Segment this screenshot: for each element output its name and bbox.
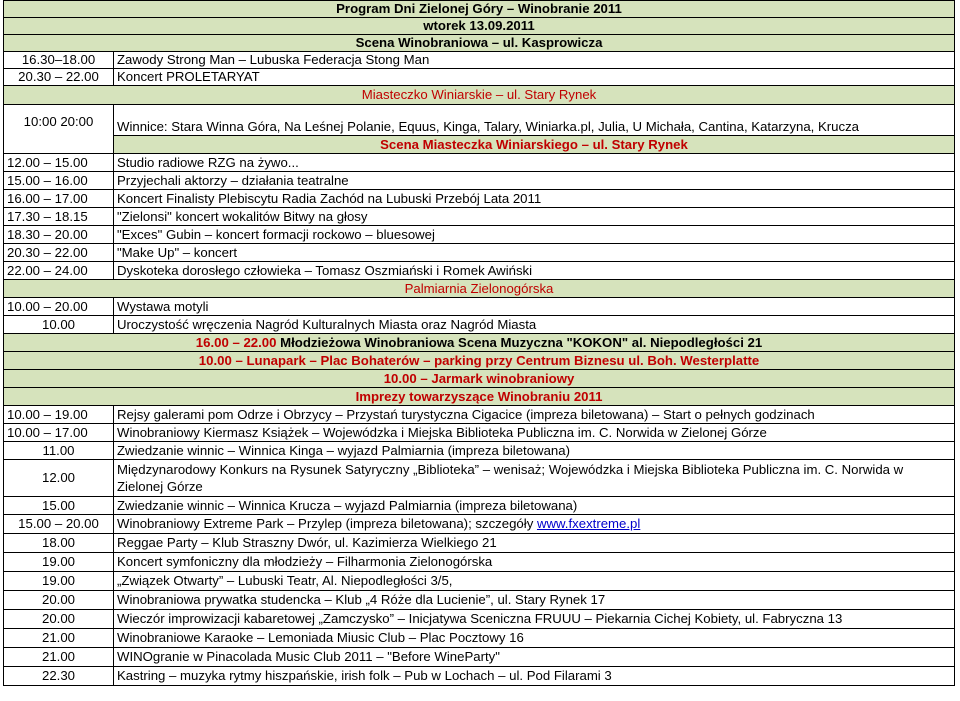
event-desc-text: Winobraniowy Extreme Park – Przylep (impreza biletowana); szczegóły <box>117 516 537 531</box>
jarmark-banner <box>4 370 955 388</box>
table-row <box>4 534 955 553</box>
wineries-time: 10:00 20:00 <box>4 105 114 154</box>
table-row <box>4 244 955 262</box>
table-row <box>4 406 955 424</box>
wineries-row <box>4 105 955 136</box>
table-row <box>4 154 955 172</box>
fxextreme-link[interactable]: www.fxextreme.pl <box>536 516 641 531</box>
event-desc: Winobraniowa prywatka studencka – Klub „4 Róże dla Lucienie”, ul. Stary Rynek 17 <box>114 591 955 610</box>
table-row <box>4 226 955 244</box>
wineries-list: Winnice: Stara Winna Góra, Na Leśnej Polanie, Equus, Kinga, Talary, Winiarka.pl, Julia, U Michała, Cantina, Katarzyna, Krucza <box>114 105 955 136</box>
event-time: 18.00 <box>4 534 114 553</box>
event-desc: Zwiedzanie winnic – Winnica Krucza – wyjazd Palmiarnia (impreza biletowana) <box>114 497 955 515</box>
kokon-time: 16.00 – 22.00 <box>195 334 277 350</box>
event-time: 12.00 <box>4 460 114 497</box>
table-row <box>4 610 955 629</box>
kokon-banner <box>4 334 955 352</box>
event-desc: Koncert symfoniczny dla młodzieży – Filharmonia Zielonogórska <box>114 553 955 572</box>
table-row <box>4 262 955 280</box>
event-time: 11.00 <box>4 442 114 460</box>
event-desc: Wieczór improwizacji kabaretowej „Zamczysko” – Inicjatywa Sceniczna FRUUU – Piekarnia Cichej Kobiety, ul. Fabryczna 13 <box>114 610 955 629</box>
table-row <box>4 515 955 534</box>
event-time: 20.30 – 22.00 <box>4 244 114 262</box>
event-desc: „Związek Otwarty” – Lubuski Teatr, Al. Niepodległości 3/5, <box>114 572 955 591</box>
event-time: 10.00 – 17.00 <box>4 424 114 442</box>
imprezy-heading-text: Imprezy towarzyszące Winobraniu 2011 <box>355 388 603 404</box>
event-desc: "Make Up" – koncert <box>114 244 955 262</box>
table-row <box>4 497 955 515</box>
event-time: 18.30 – 20.00 <box>4 226 114 244</box>
event-desc: Międzynarodowy Konkurs na Rysunek Satyryczny „Biblioteka” – wenisaż; Wojewódzka i Miejska Biblioteka Publiczna im. C. Norwida w Zielonej Górze <box>114 460 955 497</box>
event-time: 20.00 <box>4 591 114 610</box>
palmiarnia-heading <box>4 280 955 298</box>
palmiarnia-heading-text: Palmiarnia Zielonogórska <box>404 280 554 296</box>
event-time: 20.30 – 22.00 <box>4 69 114 86</box>
lunapark-text: – Lunapark – Plac Bohaterów – parking przy Centrum Biznesu ul. Boh. Westerplatte <box>231 352 760 368</box>
event-desc: Zawody Strong Man – Lubuska Federacja Stong Man <box>114 52 955 69</box>
lunapark-row <box>4 352 955 370</box>
table-row <box>4 460 955 497</box>
table-row <box>4 591 955 610</box>
event-time: 10.00 <box>4 316 114 334</box>
event-desc: Koncert Finalisty Plebiscytu Radia Zachód na Lubuski Przebój Lata 2011 <box>114 190 955 208</box>
jarmark-time: 10.00 <box>383 370 417 386</box>
table-row <box>4 298 955 316</box>
table-row <box>4 442 955 460</box>
event-desc <box>114 515 955 534</box>
title-row <box>4 1 955 18</box>
lunapark-time: 10.00 <box>198 352 232 368</box>
event-time: 20.00 <box>4 610 114 629</box>
event-time: 15.00 – 16.00 <box>4 172 114 190</box>
event-desc: Studio radiowe RZG na żywo... <box>114 154 955 172</box>
imprezy-heading-row <box>4 388 955 406</box>
table-row <box>4 629 955 648</box>
event-time: 16.00 – 17.00 <box>4 190 114 208</box>
event-time: 19.00 <box>4 572 114 591</box>
event-time: 10.00 – 19.00 <box>4 406 114 424</box>
event-time: 15.00 – 20.00 <box>4 515 114 534</box>
event-time: 21.00 <box>4 629 114 648</box>
miasteczko-stage-text: Scena Miasteczka Winiarskiego – ul. Stary Rynek <box>380 136 688 152</box>
event-time: 16.30–18.00 <box>4 52 114 69</box>
table-row <box>4 667 955 686</box>
miasteczko-heading <box>4 86 955 105</box>
table-row <box>4 208 955 226</box>
schedule-table <box>3 0 955 686</box>
event-time: 22.00 – 24.00 <box>4 262 114 280</box>
event-time: 12.00 – 15.00 <box>4 154 114 172</box>
event-time: 19.00 <box>4 553 114 572</box>
date-label: wtorek 13.09.2011 <box>4 18 955 35</box>
event-desc: Zwiedzanie winnic – Winnica Kinga – wyjazd Palmiarnia (impreza biletowana) <box>114 442 955 460</box>
palmiarnia-heading-row <box>4 280 955 298</box>
table-row <box>4 69 955 86</box>
imprezy-heading <box>4 388 955 406</box>
event-desc: Wystawa motyli <box>114 298 955 316</box>
event-desc: Dyskoteka dorosłego człowieka – Tomasz Oszmiański i Romek Awiński <box>114 262 955 280</box>
table-row <box>4 572 955 591</box>
miasteczko-heading-row <box>4 86 955 105</box>
kokon-row <box>4 334 955 352</box>
jarmark-text: – Jarmark winobraniowy <box>416 370 575 386</box>
event-time: 10.00 – 20.00 <box>4 298 114 316</box>
event-desc: Przyjechali aktorzy – działania teatralne <box>114 172 955 190</box>
stage-heading-winobraniowa: Scena Winobraniowa – ul. Kasprowicza <box>4 35 955 52</box>
table-row <box>4 648 955 667</box>
miasteczko-stage-row <box>4 136 955 154</box>
miasteczko-stage-heading <box>114 136 955 154</box>
event-desc: Uroczystość wręczenia Nagród Kulturalnych Miasta oraz Nagród Miasta <box>114 316 955 334</box>
event-desc: Winobraniowy Kiermasz Książek – Wojewódzka i Miejska Biblioteka Publiczna im. C. Norwida w Zielonej Górze <box>114 424 955 442</box>
jarmark-row <box>4 370 955 388</box>
event-desc: WINOgranie w Pinacolada Music Club 2011 – "Before WineParty" <box>114 648 955 667</box>
event-time: 15.00 <box>4 497 114 515</box>
event-desc: Kastring – muzyka rytmy hiszpańskie, irish folk – Pub w Lochach – ul. Pod Filarami 3 <box>114 667 955 686</box>
table-row <box>4 316 955 334</box>
event-time: 22.30 <box>4 667 114 686</box>
table-row <box>4 190 955 208</box>
event-desc: "Exces" Gubin – koncert formacji rockowo – bluesowej <box>114 226 955 244</box>
event-desc: "Zielonsi" koncert wokalitów Bitwy na głosy <box>114 208 955 226</box>
table-row <box>4 424 955 442</box>
page-title: Program Dni Zielonej Góry – Winobranie 2011 <box>4 1 955 18</box>
event-desc: Rejsy galerami pom Odrze i Obrzycy – Przystań turystyczna Cigacice (impreza biletowana) – Start o pełnych godzinach <box>114 406 955 424</box>
lunapark-banner <box>4 352 955 370</box>
event-desc: Reggae Party – Klub Straszny Dwór, ul. Kazimierza Wielkiego 21 <box>114 534 955 553</box>
table-row <box>4 553 955 572</box>
stage-row <box>4 35 955 52</box>
event-time: 17.30 – 18.15 <box>4 208 114 226</box>
event-desc: Koncert PROLETARYAT <box>114 69 955 86</box>
table-row <box>4 52 955 69</box>
miasteczko-heading-text: Miasteczko Winiarskie – ul. Stary Rynek <box>361 87 597 102</box>
date-row <box>4 18 955 35</box>
event-time: 21.00 <box>4 648 114 667</box>
kokon-text: Młodzieżowa Winobraniowa Scena Muzyczna "KOKON" al. Niepodległości 21 <box>276 334 763 350</box>
event-desc: Winobraniowe Karaoke – Lemoniada Miusic Club – Plac Pocztowy 16 <box>114 629 955 648</box>
table-row <box>4 172 955 190</box>
